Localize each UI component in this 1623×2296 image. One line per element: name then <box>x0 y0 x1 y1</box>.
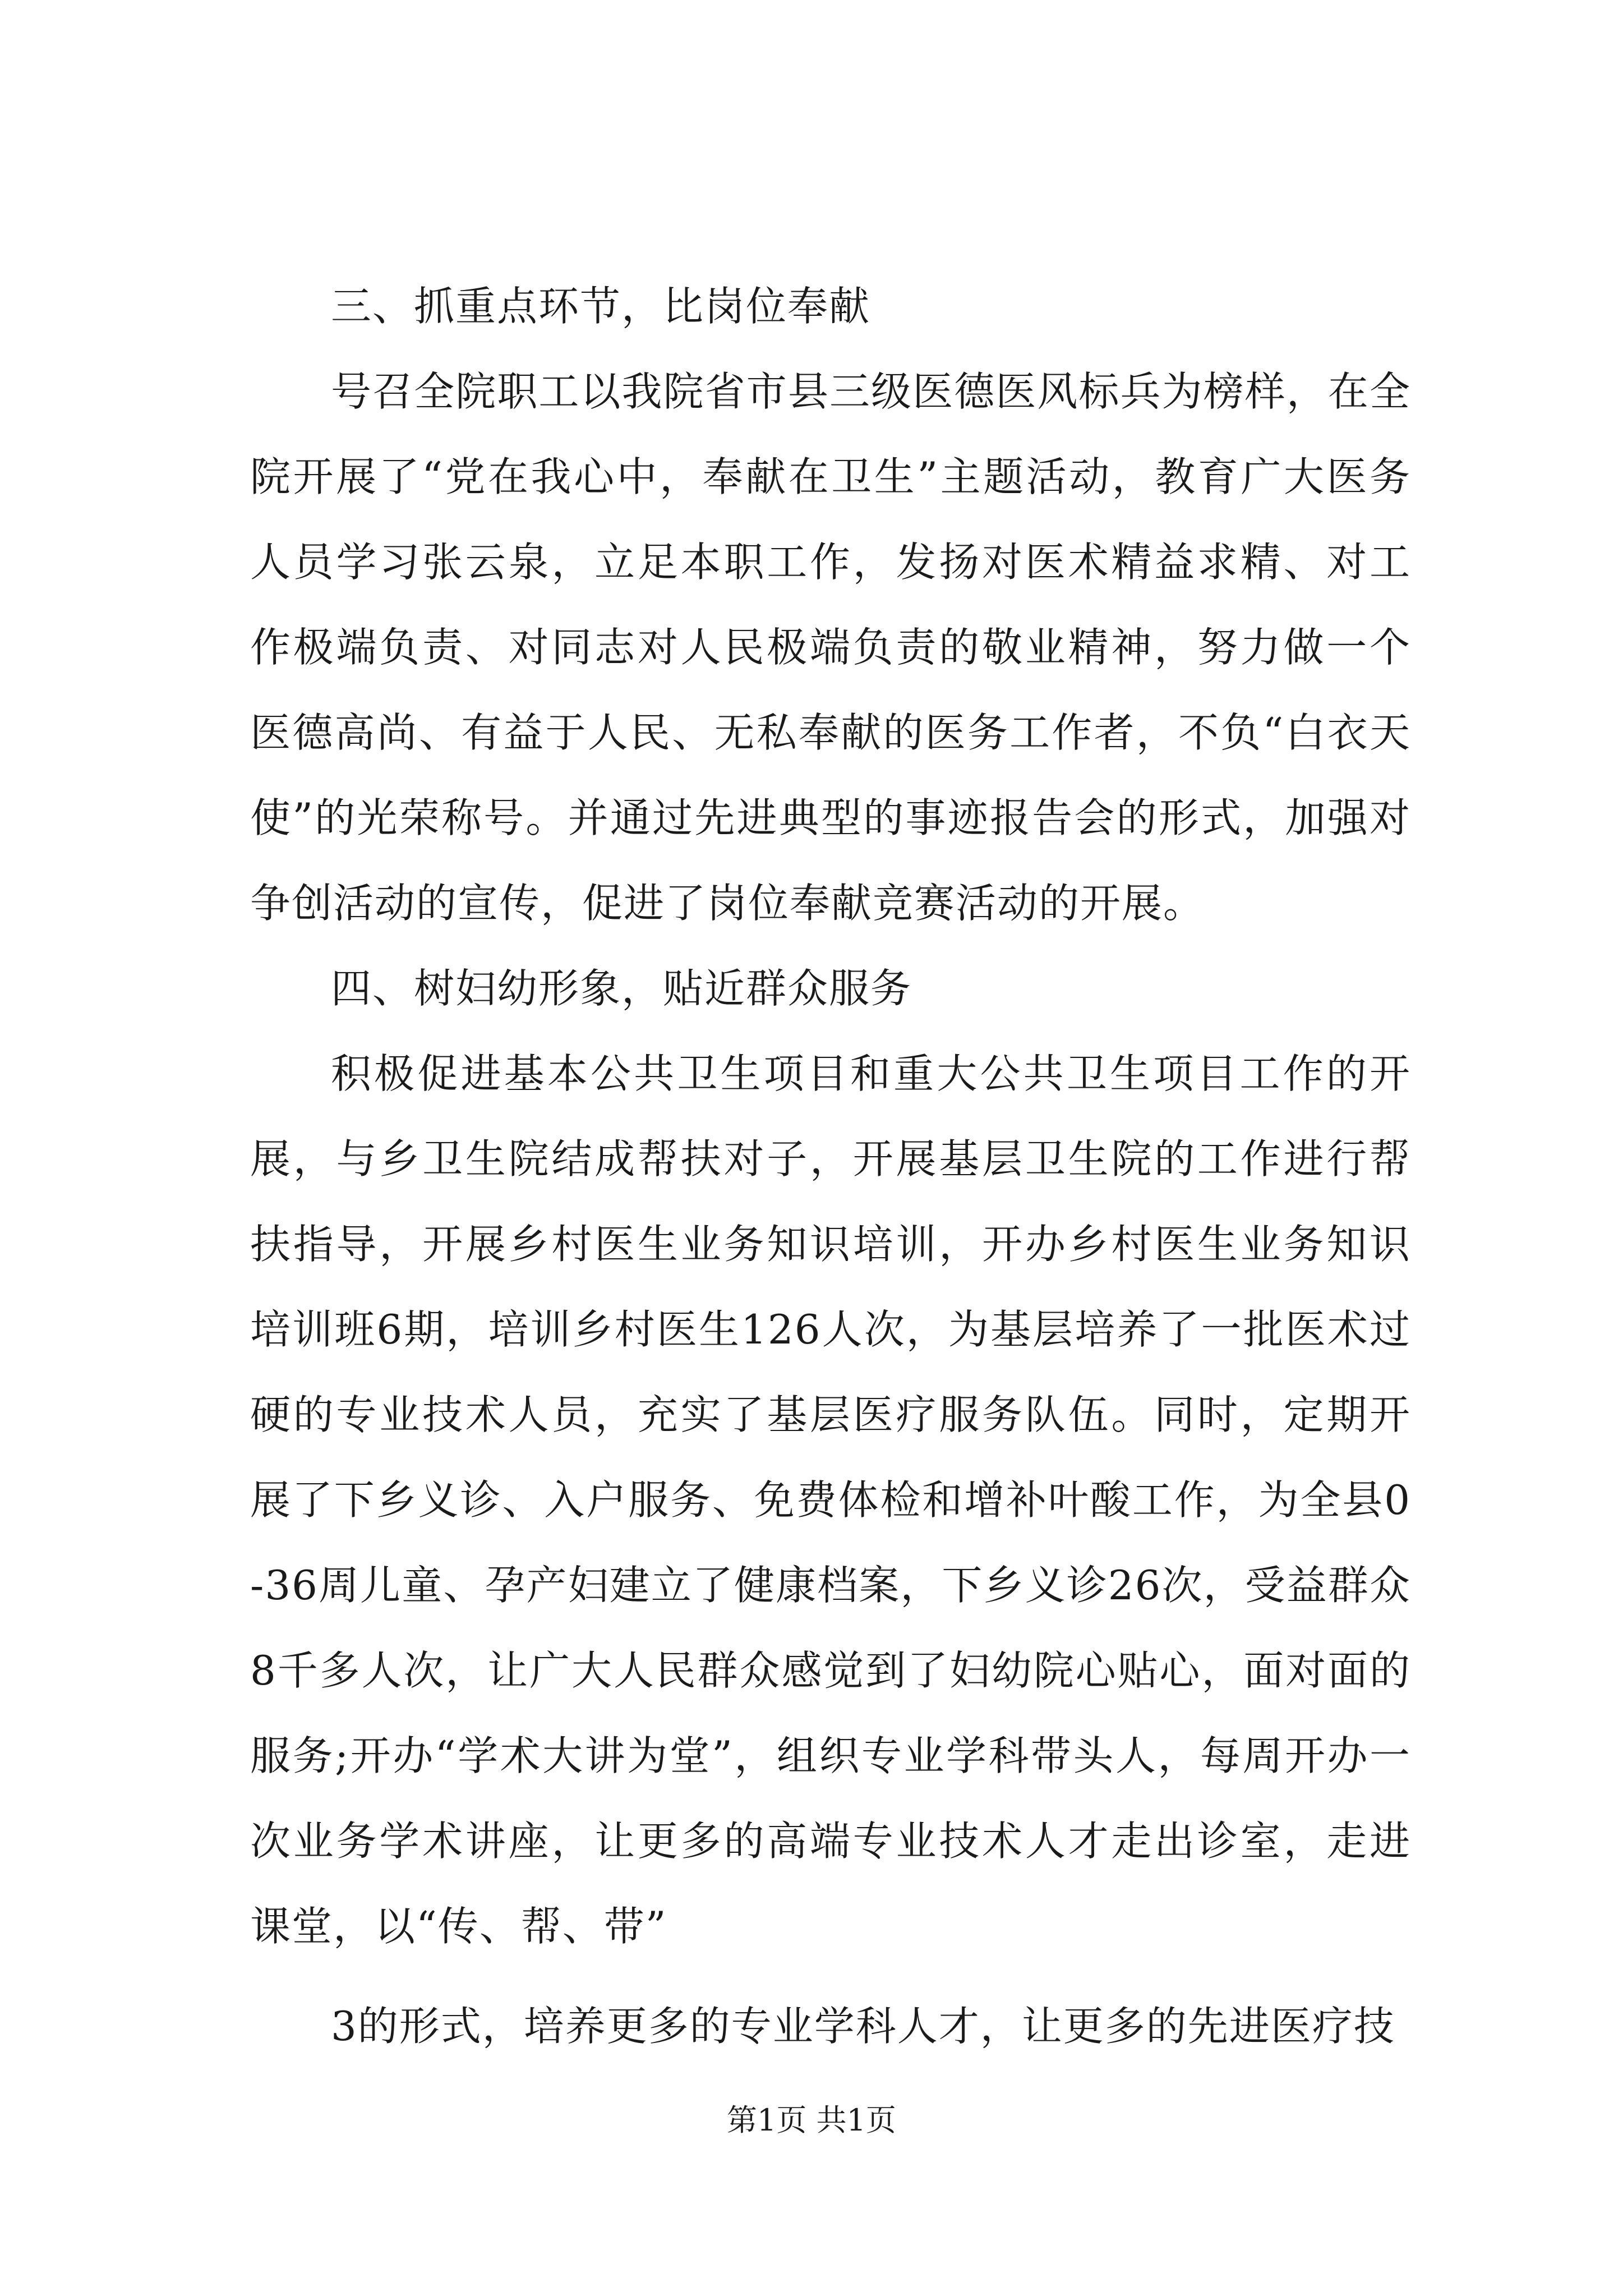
section-heading-4: 四、树妇幼形象，贴近群众服务 <box>331 965 912 1012</box>
document-body <box>250 264 1411 2069</box>
section-heading-3: 三、抓重点环节，比岗位奉献 <box>331 283 871 330</box>
section-4-paragraph-continued: 3的形式，培养更多的专业学科人才，让更多的先进医疗技 <box>331 2003 1395 2050</box>
section-4-paragraph: 积极促进基本公共卫生项目和重大公共卫生项目工作的开展，与乡卫生院结成帮扶对子，开展基层卫生院的工作进行帮扶指导，开展乡村医生业务知识培训，开办乡村医生业务知识培训班6期，培训乡村医生126人次，为基层培养了一批医术过硬的专业技术人员，充实了基层医疗服务队伍。同时，定期开展了下乡义诊、入户服务、免费体检和增补叶酸工作，为全县0-36周儿童、孕产妇建立了健康档案，下乡义诊26次，受益群众8千多人次，让广大人民群众感觉到了妇幼院心贴心，面对面的服务;开办“学术大讲为堂”，组织专业学科带头人，每周开办一次业务学术讲座，让更多的高端专业技术人才走出诊室，走进课堂，以“传、帮、带” <box>250 1050 1411 1950</box>
page-footer: 第1页 共1页 <box>727 2102 896 2138</box>
section-3-paragraph: 号召全院职工以我院省市县三级医德医风标兵为榜样，在全院开展了“党在我心中，奉献在卫生”主题活动，教育广大医务人员学习张云泉，立足本职工作，发扬对医术精益求精、对工作极端负责、对同志对人民极端负责的敬业精神，努力做一个医德高尚、有益于人民、无私奉献的医务工作者，不负“白衣天使”的光荣称号。并通过先进典型的事迹报告会的形式，加强对争创活动的宣传，促进了岗位奉献竞赛活动的开展。 <box>250 368 1411 927</box>
